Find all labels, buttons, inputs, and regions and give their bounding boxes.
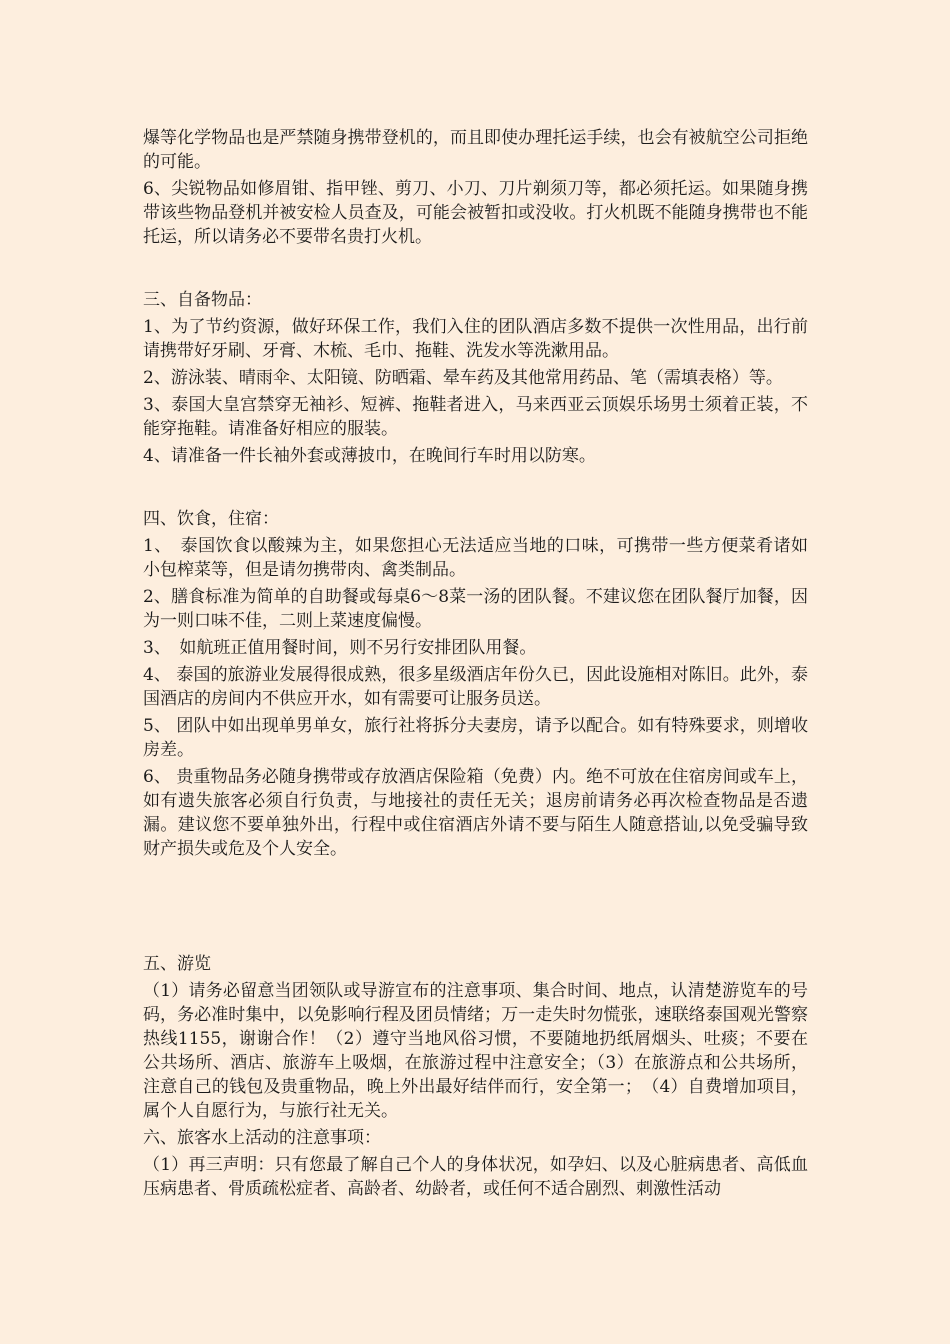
paragraph-sharp-items: 6、尖锐物品如修眉钳、指甲锉、剪刀、小刀、刀片剃须刀等，都必须托运。如果随身携带该些物品登机并被安检人员查及，可能会被暂扣或没收。打火机既不能随身携带也不能托运，所以请务必不要带名贵打火机。 — [143, 179, 808, 247]
list-item: 5、 团队中如出现单男单女，旅行社将拆分夫妻房，请予以配合。如有特殊要求，则增收房差。 — [143, 716, 808, 760]
list-item: 4、 泰国的旅游业发展得很成熟，很多星级酒店年份久已，因此设施相对陈旧。此外，泰国酒店的房间内不供应开水，如有需要可让服务员送。 — [143, 665, 808, 709]
spacer — [143, 864, 808, 952]
list-item: 1、为了节约资源，做好环保工作，我们入住的团队酒店多数不提供一次性用品，出行前请携带好牙刷、牙膏、木梳、毛巾、拖鞋、洗发水等洗漱用品。 — [143, 317, 808, 361]
document-body — [143, 126, 808, 1204]
heading-sightseeing: 五、游览 — [143, 954, 211, 974]
list-item: 6、 贵重物品务必随身携带或存放酒店保险箱（免费）内。绝不可放在住宿房间或车上，如有遗失旅客必须自行负责，与地接社的责任无关；退房前请务必再次检查物品是否遗漏。建议您不要单独外出，行程中或住宿酒店外请不要与陌生人随意搭讪,以免受骗导致财产损失或危及个人安全。 — [143, 767, 808, 859]
list-item: 2、膳食标准为简单的自助餐或每桌6～8菜一汤的团队餐。不建议您在团队餐厅加餐，因为一则口味不佳，二则上菜速度偏慢。 — [143, 587, 808, 631]
paragraph-continued: 爆等化学物品也是严禁随身携带登机的，而且即使办理托运手续，也会有被航空公司拒绝的可能。 — [143, 128, 808, 172]
list-item: 4、请准备一件长袖外套或薄披巾，在晚间行车时用以防寒。 — [143, 446, 596, 466]
heading-food-lodging: 四、饮食，住宿： — [143, 509, 279, 529]
spacer — [143, 471, 808, 507]
spacer — [143, 252, 808, 288]
list-item: 3、泰国大皇宫禁穿无袖衫、短裤、拖鞋者进入，马来西亚云顶娱乐场男士须着正装，不能穿拖鞋。请准备好相应的服装。 — [143, 395, 808, 439]
paragraph-sightseeing: （1）请务必留意当团领队或导游宣布的注意事项、集合时间、地点，认清楚游览车的号码，务必准时集中，以免影响行程及团员情绪；万一走失时勿慌张，速联络泰国观光警察热线1155，谢谢合作！（2）遵守当地风俗习惯，不要随地扔纸屑烟头、吐痰；不要在公共场所、酒店、旅游车上吸烟，在旅游过程中注意安全；（3）在旅游点和公共场所，注意自己的钱包及贵重物品，晚上外出最好结伴而行，安全第一； （4）自费增加项目，属个人自愿行为，与旅行社无关。 — [143, 981, 808, 1121]
heading-water-activities: 六、旅客水上活动的注意事项： — [143, 1128, 381, 1148]
list-item: 3、 如航班正值用餐时间，则不另行安排团队用餐。 — [143, 638, 537, 658]
heading-self-prepared-items: 三、自备物品： — [143, 290, 262, 310]
paragraph-water-activities: （1）再三声明：只有您最了解自己个人的身体状况，如孕妇、以及心脏病患者、高低血压病患者、骨质疏松症者、高龄者、幼龄者，或任何不适合剧烈、刺激性活动 — [143, 1155, 808, 1199]
list-item: 2、游泳装、晴雨伞、太阳镜、防晒霜、晕车药及其他常用药品、笔（需填表格）等。 — [143, 368, 783, 388]
list-item: 1、 泰国饮食以酸辣为主，如果您担心无法适应当地的口味，可携带一些方便菜肴诸如小包榨菜等，但是请勿携带肉、禽类制品。 — [143, 536, 808, 580]
